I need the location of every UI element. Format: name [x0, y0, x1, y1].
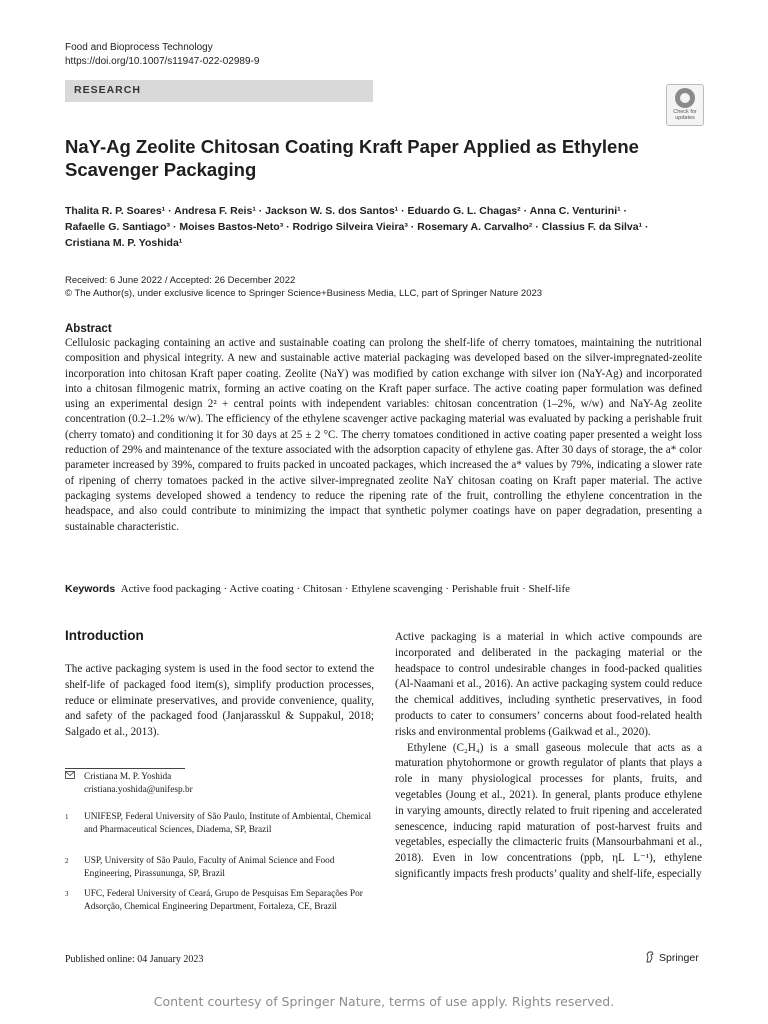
envelope-icon	[65, 771, 75, 784]
intro-right-paragraph-2: Ethylene (C₂H₄) is a small gaseous molecule that acts as a maturation phytohormone or growth regulator of plants that plays a role in many physiological processes for plants, fruits, and vegetables (Joung et al., 2021). In general, plants produce ethylene in varying amounts, directly related to fruit ripening and accelerated senescence, inducing rapid maturation of post-harvest fruits and vegetables, especially the climacteric fruits (Mansourbahmani et al., 2018). Even in low concentrations (ppb, ηL L⁻¹), ethylene significantly impacts fresh products’ quality and shelf-life, especially	[395, 741, 702, 880]
authors-line-1[interactable]: Thalita R. P. Soares¹ · Andresa F. Reis¹ · Jackson W. S. dos Santos¹ · Eduardo G. L. Chagas² · Anna C. Venturini¹ ·	[65, 205, 628, 217]
footnote-divider	[65, 768, 185, 769]
publisher-logo	[645, 951, 699, 964]
keywords-row	[65, 582, 570, 596]
introduction-heading: Introduction	[65, 628, 144, 643]
courtesy-notice: Content courtesy of Springer Nature, terms of use apply. Rights reserved.	[153, 994, 615, 1009]
author-list	[65, 203, 705, 251]
keywords-list: Active food packaging · Active coating · Chitosan · Ethylene scavenging · Perishable fruit · Shelf-life	[120, 583, 571, 595]
springer-horse-icon	[645, 951, 655, 963]
affiliation-text-2: USP, University of São Paulo, Faculty of Animal Science and Food Engineering, Pirassununga, SP, Brazil	[84, 856, 335, 879]
article-dates	[65, 274, 542, 300]
affiliation-text-1: UNIFESP, Federal University of São Paulo, Institute of Ambiental, Chemical and Pharmaceutical Sciences, Diadema, SP, Brazil	[84, 812, 372, 835]
intro-left-paragraph: The active packaging system is used in the food sector to extend the shelf-life of packaged food item(s), simplify production processes, reduce or eliminate preservatives, and provide convenience, quality, and safety of the packaged food (Janjarasskul & Suppakul, 2018; Salgado et al., 2013).	[65, 663, 374, 739]
abstract-text: Cellulosic packaging containing an active and sustainable coating can prolong the shelf-life of cherry tomatoes, maintaining the nutritional composition and physical integrity. A new and sustainable active material packaging was developed based on the silver-impregnated-zeolite incorporation into chitosan Kraft paper coating. Zeolite (NaY) was modified by cation exchange with silver ion (NaY-Ag) and incorporated into a chitosan filmogenic matrix, forming an active coating on the Kraft paper surface. The active coating paper formulation was defined using an experimental design 2² + central points with independent variables: chitosan concentration (1–2%, w/w) and NaY-Ag zeolite concentration (0.2–1.2% w/w). The efficiency of the ethylene scavenger active packaging material was evaluated by packing a perishable fruit (cherry tomato) and conditioning it for 30 days at 25 ± 2 °C. The cherry tomatoes conditioned in active coating paper presented a weight loss reduction of 29% and maintenance of the texture associated with the adsorption capacity of ethylene gas. After 30 days of storage, the a* color parameter increased by 39%, compared to fruits packed in uncoated packages, which increased the a* values by 79%, indicating a slower rate of ripening of cherry tomatoes packed in the active silver-impregnated zeolite NaY chitosan coating on Kraft paper material. The active packaging systems developed showed a tendency to reduce the ripening rate of the fruit, controlling the ethylene concentration in the headspace, and also could contribute to minimizing the impact that synthetic polymer coatings have on paper degradation, presenting a sustainable characteristic.	[65, 337, 702, 533]
authors-line-3[interactable]: Cristiana M. P. Yoshida¹	[65, 237, 183, 249]
check-updates-icon	[675, 88, 695, 108]
intro-right-column	[395, 630, 702, 883]
intro-right-paragraph-1: Active packaging is a material in which active compounds are incorporated and deliberated in the packaging material or the headspace to control undesirable changes in food-packed qualities (Al-Naamani et al., 2016). An active packaging system could reduce the chemical additives, including synthetic preservatives, in food products to cater to consumers’ concerns about food-related health risks and environmental problems (Gaikwad et al., 2020).	[395, 631, 702, 738]
title-line-1: NaY-Ag Zeolite Chitosan Coating Kraft Paper Applied as Ethylene	[65, 136, 639, 157]
affiliation-mark-1: 1	[65, 813, 69, 821]
check-for-updates-badge[interactable]	[666, 84, 704, 126]
publisher-name: Springer	[659, 952, 699, 964]
correspondence-email[interactable]: cristiana.yoshida@unifesp.br	[84, 784, 193, 795]
received-accepted: Received: 6 June 2022 / Accepted: 26 December 2022	[65, 275, 296, 286]
section-label: RESEARCH	[74, 84, 141, 96]
copyright-notice: © The Author(s), under exclusive licence to Springer Science+Business Media, LLC, part of Springer Nature 2023	[65, 288, 543, 299]
abstract-heading: Abstract	[65, 323, 112, 335]
section-bar	[65, 80, 373, 102]
check-updates-line1: Check for	[673, 109, 697, 115]
title-line-2: Scavenger Packaging	[65, 159, 257, 180]
correspondence-name: Cristiana M. P. Yoshida	[84, 772, 172, 782]
doi-link[interactable]: https://doi.org/10.1007/s11947-022-02989-9	[65, 56, 260, 67]
keywords-label: Keywords	[65, 583, 116, 595]
check-updates-line2: updates	[675, 115, 695, 121]
journal-name: Food and Bioprocess Technology	[65, 42, 213, 53]
affiliation-mark-3: 3	[65, 890, 69, 898]
article-title	[65, 135, 665, 181]
published-online: Published online: 04 January 2023	[65, 954, 204, 965]
authors-line-2[interactable]: Rafaelle G. Santiago³ · Moises Bastos-Neto³ · Rodrigo Silveira Vieira³ · Rosemary A. Carvalho² · Classius F. da Silva¹ ·	[65, 221, 649, 233]
affiliation-text-3: UFC, Federal University of Ceará, Grupo de Pesquisas Em Separações Por Adsorção, Chemical Engineering Department, Fortaleza, CE, Brazil	[84, 889, 363, 912]
affiliation-mark-2: 2	[65, 857, 69, 865]
journal-header	[65, 41, 259, 69]
